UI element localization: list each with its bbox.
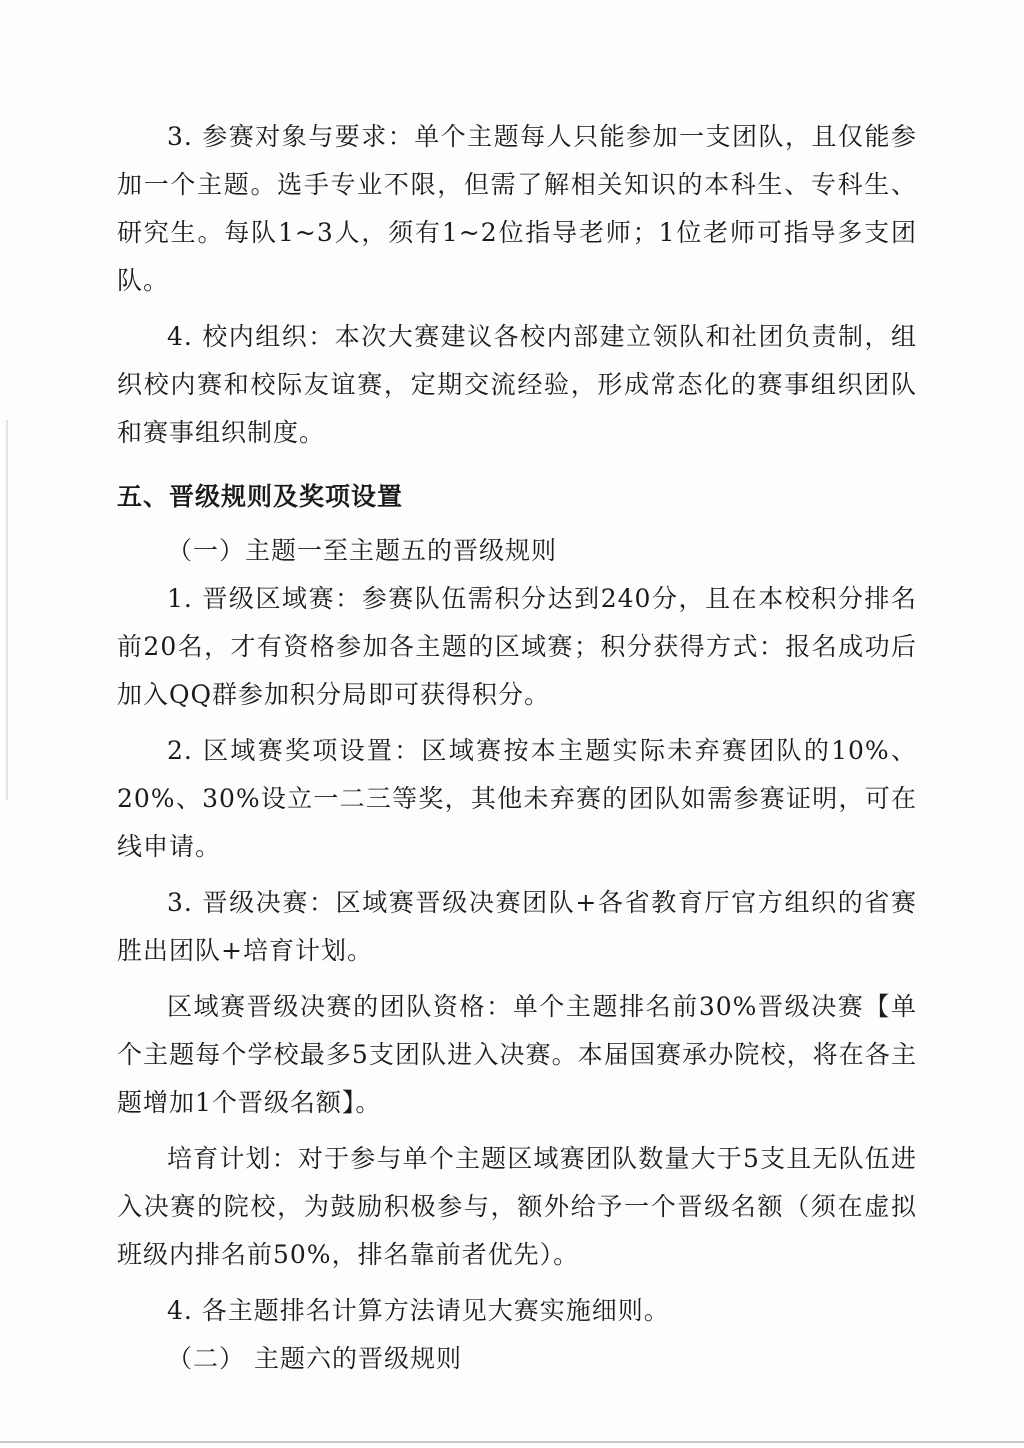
scan-edge-mark (6, 420, 8, 800)
bottom-edge-line (0, 1441, 1024, 1443)
paragraph-ranking-method: 4. 各主题排名计算方法请见大赛实施细则。 (167, 1296, 670, 1325)
paragraph-participants: 3. 参赛对象与要求：单个主题每人只能参加一支团队，且仅能参加一个主题。选手专业不限，但需了解相关知识的本科生、专科生、研究生。每队1~3人，须有1~2位指导老师；1位老师可指导多支团队。 (117, 122, 917, 295)
paragraph-cultivation-plan: 培育计划：对于参与单个主题区域赛团队数量大于5支且无队伍进入决赛的院校，为鼓励积极参与，额外给予一个晋级名额（须在虚拟班级内排名前50%，排名靠前者优先）。 (117, 1144, 917, 1269)
paragraph-regional-awards: 2. 区域赛奖项设置：区域赛按本主题实际未弃赛团队的10%、20%、30%设立一二三等奖，其他未弃赛的团队如需参赛证明，可在线申请。 (117, 736, 917, 861)
paragraph-final-qualification: 3. 晋级决赛：区域赛晋级决赛团队+各省教育厅官方组织的省赛胜出团队+培育计划。 (117, 888, 917, 965)
subsection-heading-2: （二） 主题六的晋级规则 (167, 1344, 462, 1373)
paragraph-school-organization: 4. 校内组织：本次大赛建议各校内部建立领队和社团负责制，组织校内赛和校际友谊赛，定期交流经验，形成常态化的赛事组织团队和赛事组织制度。 (117, 322, 917, 447)
paragraph-regional-qualification: 1. 晋级区域赛：参赛队伍需积分达到240分，且在本校积分排名前20名，才有资格参加各主题的区域赛；积分获得方式：报名成功后加入QQ群参加积分局即可获得积分。 (117, 584, 917, 709)
document-body (117, 113, 917, 1383)
paragraph-final-team-eligibility: 区域赛晋级决赛的团队资格：单个主题排名前30%晋级决赛【单个主题每个学校最多5支团队进入决赛。本届国赛承办院校，将在各主题增加1个晋级名额】。 (117, 992, 917, 1117)
subsection-heading-1: （一）主题一至主题五的晋级规则 (167, 536, 558, 565)
section-heading: 五、晋级规则及奖项设置 (117, 482, 404, 511)
